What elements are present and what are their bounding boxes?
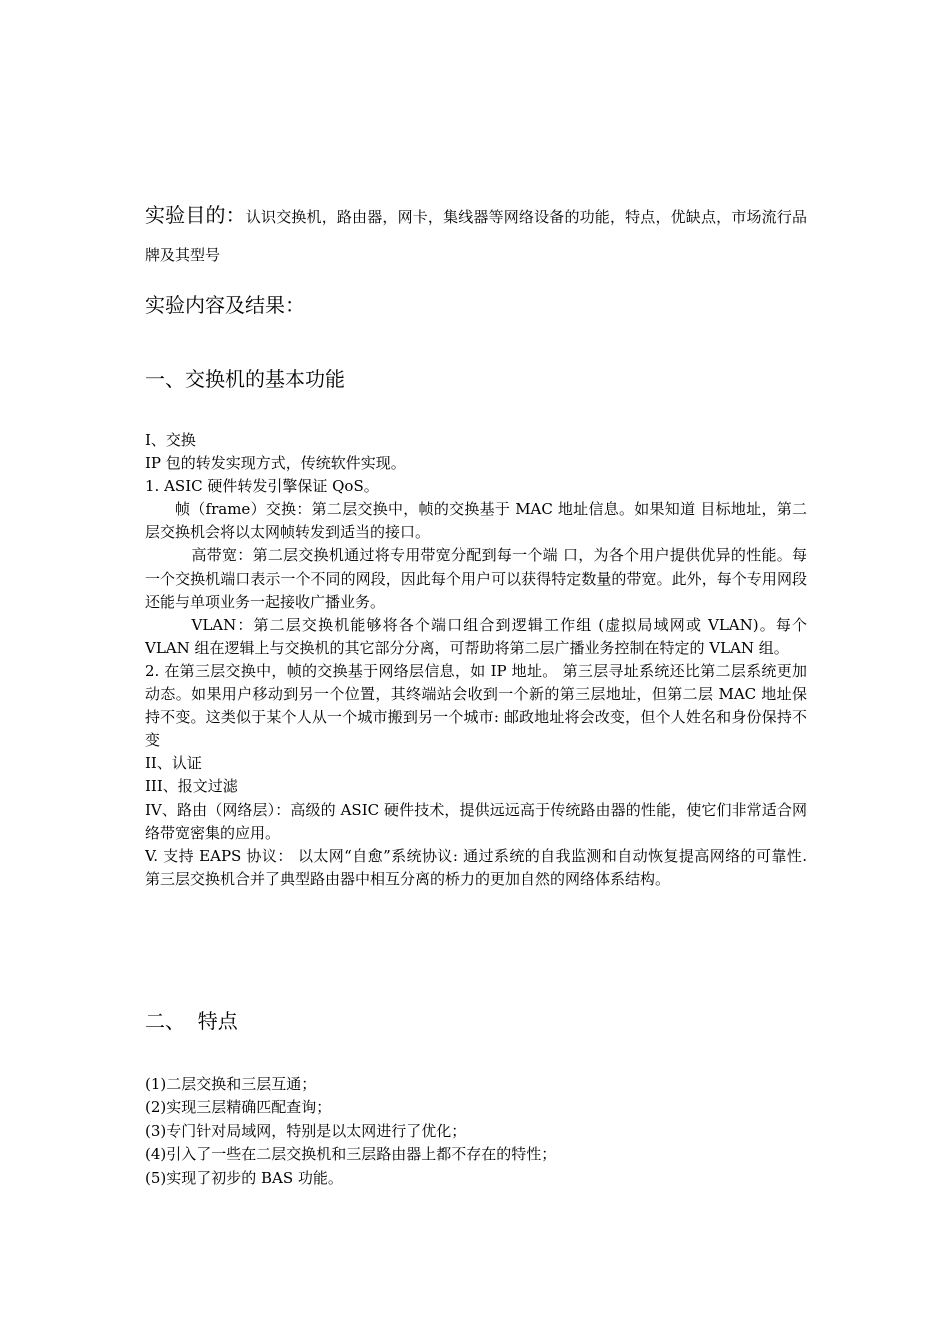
paragraph-vlan: VLAN：第二层交换机能够将各个端口组合到逻辑工作组 (虚拟局域网或 VLAN)。每个 VLAN 组在逻辑上与交换机的其它部分分离，可帮助将第二层广播业务控制在特定的 VLAN 组。	[145, 615, 807, 657]
paragraph-asic-qos: 1. ASIC 硬件转发引擎保证 QoS。	[145, 477, 379, 496]
features-list	[145, 1073, 807, 1190]
paragraph-eaps: V. 支持 EAPS 协议： 以太网“自愈”系统协议: 通过系统的自我监测和自动恢复提高网络的可靠性. 第三层交换机合并了典型路由器中相互分离的桥力的更加自然的网络体系结构。	[145, 846, 807, 888]
paragraph-high-bandwidth: 高带宽：第二层交换机通过将专用带宽分配到每一个端 口，为各个用户提供优异的性能。每一个交换机端口表示一个不同的网段，因此每个用户可以获得特定数量的带宽。此外，每个专用网段还能与单项业务一起接收广播业务。	[145, 546, 807, 611]
paragraph-authentication: II、认证	[145, 754, 202, 773]
list-item: (5)实现了初步的 BAS 功能。	[145, 1168, 343, 1187]
experiment-purpose	[145, 196, 807, 274]
list-item: (1)二层交换和三层互通；	[145, 1075, 317, 1093]
paragraph-layer3-switching: 2. 在第三层交换中，帧的交换基于网络层信息，如 IP 地址。 第三层寻址系统还比第二层系统更加动态。如果用户移动到另一个位置，其终端站会收到一个新的第三层地址，但第二层 MAC 地址保持不变。这类似于某个人从一个城市搬到另一个城市: 邮政地址将会改变，但个人姓名和身份保持不变	[145, 661, 807, 750]
list-item: (3)专门针对局域网，特别是以太网进行了优化；	[145, 1121, 467, 1140]
section-1-heading: 一、交换机的基本功能	[145, 367, 345, 391]
paragraph-switching: I、交换	[145, 431, 196, 449]
list-item: (2)实现三层精确匹配查询；	[145, 1098, 332, 1117]
content-heading: 实验内容及结果：	[145, 293, 305, 317]
list-item: (4)引入了一些在二层交换机和三层路由器上都不存在的特性；	[145, 1145, 557, 1164]
paragraph-frame-switching: 帧（frame）交换：第二层交换中，帧的交换基于 MAC 地址信息。如果知道 目标地址，第二层交换机会将以太网帧转发到适当的接口。	[145, 500, 807, 542]
paragraph-routing: IV、路由（网络层）：高级的 ASIC 硬件技术，提供远远高于传统路由器的性能，使它们非常适合网络带宽密集的应用。	[145, 800, 807, 842]
purpose-text: 认识交换机，路由器，网卡，集线器等网络设备的功能，特点，优缺点，市场流行品牌及其型号	[145, 208, 807, 264]
purpose-label: 实验目的：	[145, 203, 246, 227]
section-1-body	[145, 429, 807, 891]
paragraph-packet-filtering: III、报文过滤	[145, 777, 238, 796]
paragraph-ip-forwarding: IP 包的转发实现方式，传统软件实现。	[145, 454, 406, 473]
section-2-heading: 二、 特点	[145, 1009, 238, 1033]
